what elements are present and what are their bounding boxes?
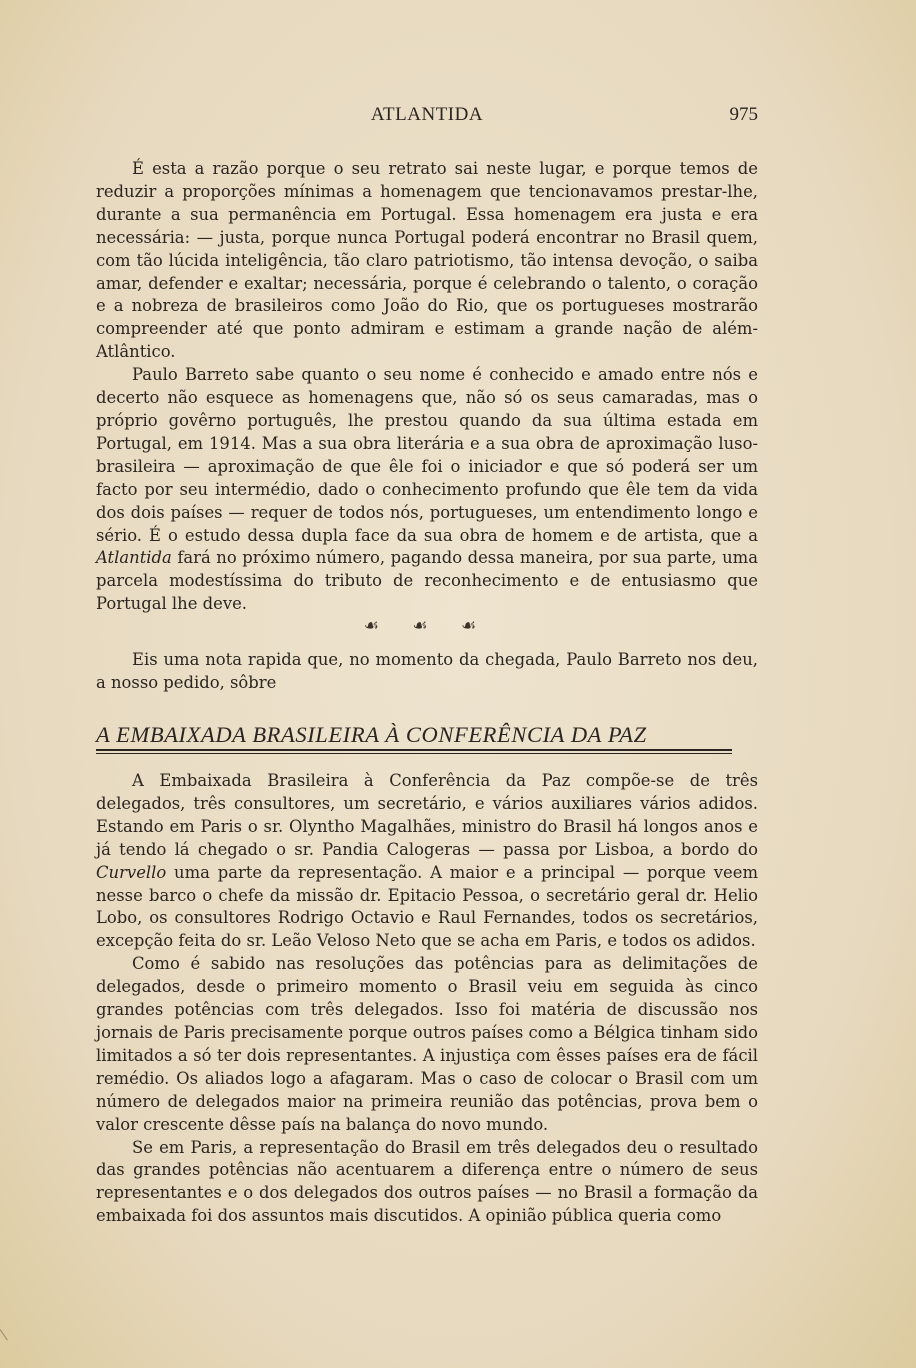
paper-blemish (0, 1316, 19, 1341)
heading-double-rule (96, 753, 732, 754)
running-title: ATLANTIDA (370, 104, 484, 125)
body-text-embaixada (96, 770, 758, 1228)
paragraph-embaixada (96, 770, 758, 953)
ship-name-italic: Curvello (96, 862, 167, 882)
paragraph-nota: Eis uma nota rapida que, no momento da chegada, Paulo Barreto nos deu, a nosso pedido, sôbre (96, 650, 758, 692)
paragraph-paulo-barreto (96, 364, 758, 616)
page-header (96, 104, 758, 128)
paragraph-embaixada-part-2: uma parte da representação. A maior e a principal — porque veem nesse barco o chefe da missão dr. Epitacio Pessoa, o secretário geral dr. Helio Lobo, os consultores Rodrigo Octavio e Raul Fernandes, todos os secretários, excepção feita do sr. Leão Veloso Neto que se acha em Paris, e todos os adidos. (96, 862, 758, 951)
paragraph-retrato: É esta a razão porque o seu retrato sai neste lugar, e porque temos de reduzir a proporções mínimas a homenagem que tencionavamos prestar-lhe, durante a sua permanência em Portugal. Essa homenagem era justa e era necessária: — justa, porque nunca Portugal poderá encontrar no Brasil quem, com tão lúcida inteligência, tão claro patriotismo, tão intensa devoção, o saiba amar, defender e exaltar; necessária, porque é celebrando o talento, o coração e a nobreza de brasileiros como João do Rio, que os portugueses mostrarão compreender até que ponto admiram e estimam a grande nação de além-Atlântico. (96, 159, 758, 362)
paragraph-paulo-barreto-part-2: fará no próximo número, pagando dessa maneira, por sua parte, uma parcela modestíssima do tributo de reconhecimento e de entusiasmo que Portugal lhe deve. (96, 548, 758, 614)
paragraph-embaixada-part-1: A Embaixada Brasileira à Conferência da Paz compõe-se de três delegados, três consultores, um secretário, e vários auxiliares vários adidos. Estando em Paris o sr. Olyntho Magalhães, ministro do Brasil há longos anos e já tendo lá chegado o sr. Pandia Calogeras — passa por Lisboa, a bordo do (96, 771, 758, 859)
page-number: 975 (729, 104, 758, 125)
body-text-upper (96, 158, 758, 616)
magazine-title-italic: Atlantida (96, 548, 172, 568)
paragraph-delegados: Como é sabido nas resoluções das potências para as delimitações de delegados, desde o primeiro momento o Brasil veiu em seguida às cinco grandes potências com três delegados. Isso foi matéria de discussão nos jornais de Paris precisamente porque outros países como a Bélgica tinham sido limitados a só ter dois representantes. A injustiça com êsses países era de fácil remédio. Os aliados logo a afagaram. Mas o caso de colocar o Brasil com um número de delegados maior na primeira reunião das potências, prova bem o valor crescente dêsse país na balança do novo mundo. (96, 954, 758, 1134)
paragraph-representacao: Se em Paris, a representação do Brasil em três delegados deu o resultado das grandes potências não acentuarem a diferença entre o número de seus representantes e o dos delegados dos outros países — no Brasil a formação da embaixada foi dos assuntos mais discutidos. A opinião pública queria como (96, 1137, 758, 1226)
section-heading: A EMBAIXADA BRASILEIRA À CONFERÊNCIA DA PAZ (96, 722, 732, 751)
fleuron-ornament: ☙ ☙ ☙ (363, 616, 491, 636)
body-text-note (96, 649, 758, 695)
paragraph-paulo-barreto-part-1: Paulo Barreto sabe quanto o seu nome é conhecido e amado entre nós e decerto não esquece as homenagens que, não só os seus camaradas, mas o próprio govêrno português, lhe prestou quando da sua última estada em Portugal, em 1914. Mas a sua obra literária e a sua obra de aproximação luso-brasileira — aproximação de que êle foi o iniciador e que só poderá ser um facto por seu intermédio, dado o conhecimento profundo que êle tem da vida dos dois países — requer de todos nós, portugueses, um entendimento longo e sério. É o estudo dessa dupla face da sua obra de homem e de artista, que a (96, 365, 758, 545)
